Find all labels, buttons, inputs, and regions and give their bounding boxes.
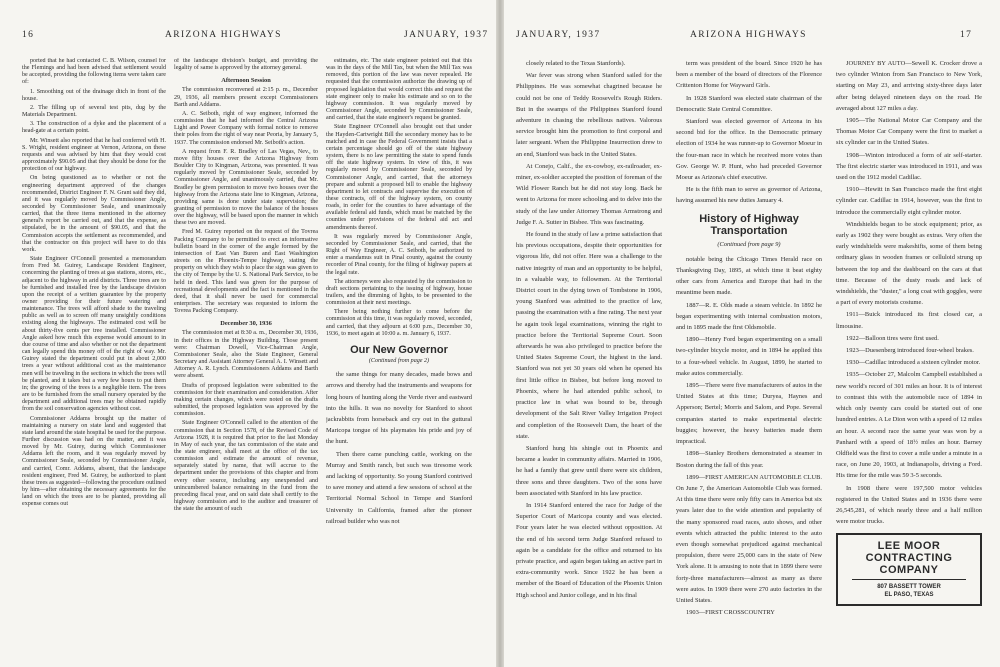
right-page <box>504 0 1000 667</box>
continued-note: (Continued from page 9) <box>717 240 781 248</box>
paragraph: ported that he had contacted C. B. Wilson, counsel for the Flemings and had been advised that settlement would be accepted, providing the following items were taken care of: <box>22 58 166 86</box>
paragraph: 1911—Buick introduced its first closed car, a limousine. <box>836 311 982 330</box>
paragraph: War fever was strong when Stanford sailed for the Philippines. He was somewhat chagrined because he could not be one of Teddy Roosevelt's Rough Riders. But in the swamps of the Philippines Stanford found adventure in chasing the rebellious natives. Valorous service brought him the promotion to first corporal and later sergeant. When the Philippine Insurrection drew to an end, Stanford was back in the United States. <box>516 72 662 158</box>
left-column-3 <box>326 58 472 645</box>
ad-address: 807 BASSETT TOWER <box>877 584 941 591</box>
paragraph: Windshields began to be stock equipment; prior, as early as 1902 they were bought as extras. Very often the early windshields were makeshifts, some of them being ordinary glass in wooden frames or celluloid strung up between the top and the dashboard on the cars at that time. Because of the dusty roads and lack of windshields, the "duster," a long coat with goggles, were a part of every motorists costume. <box>836 220 982 307</box>
running-title: ARIZONA HIGHWAYS <box>165 30 282 40</box>
issue-date: JANUARY, 1937 <box>516 30 601 40</box>
paragraph: term was president of the board. Since 1920 he has been a member of the board of directors of the Florence Crittenton Home for Wayward Girls. <box>676 60 822 90</box>
paragraph: In 1908 there were 197,500 motor vehicles registered in the United States and in 1936 there were 26,545,281, of which nearly three and a half million were motor trucks. <box>836 484 982 526</box>
paragraph: JOURNEY BY AUTO—Sewell K. Crocker drove a two cylinder Winton from San Francisco to New York, starting on May 23, and arriving sixty-three days later after being delayed nineteen days on the road. He averaged about 127 miles a day. <box>836 60 982 112</box>
paragraph: In 1914 Stanford entered the race for Judge of the Superior Court of Maricopa county and was elected. Four years later he was elected without opposition. At the end of his second term Judge Stanford refused to again be a candidate for the office and returned to his private practice, and again began taking an active part in extra-community work. Since 1922 he has been a member of the Board of Education of the Phoenix Union High school and Junior college, and in his final <box>516 501 662 599</box>
ad-divider <box>852 579 966 580</box>
paragraph: State Engineer O'Connell also brought out that under the Hayden-Cartwright Bill the secondary money has to be matched and in case the Federal Government insists that a certain percentage should go off of the state highway system, there is no law permitting the state to spend funds off the state highway system. In view of this, it was regularly moved by Commissioner Seale, seconded by Commissioner Angle, and carried, that the attorneys prepare and submit a proposed bill to enable the highway department to let contracts and supervise the execution of these contracts, off of the highway system, on county roads, in order for the counties to have advantage of the available federal aid funds, which must be matched by the counties under provisions of the federal aid act and amendments thereof. <box>326 124 472 231</box>
page-number: 16 <box>22 30 35 40</box>
left-column-1 <box>22 58 166 645</box>
paragraph: He found in the study of law a prime satisfaction that his previous occupations, despite their opportunities for vigorous life, did not offer. Here was a challenge to the native integrity of man and an opportunity to be helpful, in a valuable way, to followmen. At the Territorial District court in the dying town of Tombstone in 1906, young Stanford was admitted to the practice of law, passing the examination with a fine rating. The next year he again took legal examinations, winning the right to practice before the Territorial Supreme Court. Soon afterwards he was also privileged to practice before the United States Supreme Court, the highest in the land. Stanford was not yet 30 years old when he opened his first little office in Bisbee, but before long moved to Phoenix, where he had attended public school, to practice law in what was bound to be, through development of the Salt River Valley Irrigation Project and completion of the Roosevelt Dam, the heart of the state. <box>516 231 662 440</box>
page-number: 17 <box>960 30 973 40</box>
ad-company-name: COMPANY <box>879 564 939 577</box>
paragraph: 1887—R. E. Olds made a steam vehicle. In 1892 he began experimenting with internal combustion motors, and in 1895 made the first Oldsmobile. <box>676 301 822 332</box>
right-page-header <box>504 30 1000 44</box>
paragraph: notable being the Chicago Times Herald race on Thanksgiving Day, 1895, at which time it beat eighty other cars from America and Europe that had in the meantime been made. <box>676 255 822 297</box>
book-gutter <box>496 0 504 667</box>
continued-note: (Continued from page 2) <box>368 357 430 364</box>
paragraph: closely related to the Texas Stanfords). <box>526 60 626 67</box>
paragraph: The attorneys were also requested by the commission to draft sections pertaining to the issuing of highway, house trailers, and the dimming of lights, to be presented to the commission at their next meetings. <box>326 278 472 307</box>
ad-company-name: LEE MOOR <box>877 540 941 553</box>
paragraph: A request from F. R. Bradley of Las Vegas, Nev., to move fifty houses over the Arizona Highway from Boulder City to Kingman, Arizona, was presented. It was regularly moved by Commissioner Seale, seconded by Commissioner Angle, and unanimously carried, that Mr. Bradley be given permission to move two houses over the highway from the Arizona state line to Kingman, Arizona, providing same is done under state supervision; the granting of permission to move the balance of the houses over the highway, will be based upon the manner in which these two are moved. <box>174 148 318 227</box>
paragraph: estimates, etc. The state engineer pointed out that this was in the days of the Mill Tax, but when the Mill Tax was removed, this portion of the law was never repealed. He requested that the commission authorize the drawing up of proposed legislation that would correct this and request the state engineer only to make his estimate and so on to the highway commission. It was regularly moved by Commissioner Angle, seconded by Commissioner Seale, and carried, that the state engineer's request be granted. <box>326 58 472 122</box>
paragraph: 1935—October 27, Malcolm Campbell established a new world's record of 301 miles an hour. It is of interest to contrast this with the automobile race of 1894 in which only twenty cars could be started out of one hundred entries. A Le Dion won with a speed of 12 miles an hour. A second race the same year was won by a Panhard with a speed of 18½ miles an hour. Barney Oldfield was the first to cover a mile under a minute in a race, on June 20, 1903, at Indianapolis, driving a Ford. His time for the mile was 59 3-5 seconds. <box>836 371 982 480</box>
paragraph: 1923—Duesenberg introduced four-wheel brakes. <box>846 347 974 355</box>
paragraph: On being questioned as to whether or not the engineering department approved of the changes recommended, District Engineer F. N. Grant said they did, and it was regularly moved by Commissioner Angle, seconded by Commissioner Seale, and unanimously carried, that the three items mentioned in the attorney general's report be carried out, and that the expense, as stipulated, be in the amount of $90.05, and that the Commission accepts the settlement as recommended, and that the contractor on this project will have to do this work. <box>22 175 166 253</box>
paragraph: State Engineer O'Connell called to the attention of the commission that in Section 1578, of the Revised Code of Arizona 1928, it is required that prior to the last Monday in May of each year, the tax commission of the state and the state engineer, shall meet at the office of the tax commission and estimate the amount of revenue, separately stated by name, that will accrue to the department under the provisions of this chapter and from every other source, including any unexpended and unincumbered balance remaining in the fund from the preceding fiscal year, and on said date shall certify to the highway commission and to the auditor and treasurer of the state the amount of such <box>174 420 318 513</box>
paragraph: the same things for many decades, made bows and arrows and thereby had the instruments and weapons for long hours of hunting along the Verde river and eastward into the hills. It was no novelty for Stanford to shoot jackrabbits from horseback and cry out in the guttural Maricopa tongue of his playmates his pride and joy of the hunt. <box>326 371 472 446</box>
paragraph: Commissioner Addams brought up the matter of maintaining a nursery on state land and suggested that state land around the state hospital be used for the purpose. Further discussion was had on the matter, and it was moved by Mr. Guirey, during which Commissioner Addams left the room, and it was regularly moved by Commissioner Seale, seconded by Commissioner Angle, and carried, Comr. Addams, absent, that the landscape resident engineer, Fred M. Guirey, be authorized to plant these trees as suggested—following the procedure outlined by him—after obtaining the necessary agreements for the land on which the trees are to be planted, providing all expense comes out <box>22 415 166 508</box>
ad-company-name: CONTRACTING <box>865 552 953 565</box>
paragraph: He is the fifth man to serve as governor of Arizona, having assumed his new duties January 4. <box>676 186 822 205</box>
paragraph: 2. The filling up of several test pits, dug by the Materials Department. <box>22 104 166 119</box>
paragraph: It was regularly moved by Commissioner Angle, seconded by Commissioner Seale, and carried, that the Right of Way Engineer, A. C. Seiboth, be authorized to enter a mandamus suit in Pinal county, against the county recorder of Pinal county, for the filing of highway papers at the legal rate. <box>326 233 472 276</box>
section-heading: December 30, 1936 <box>220 320 272 328</box>
paragraph: 1895—There were five manufacturers of autos in the United States at this time; Duryea, Haynes and Apperson; Bertel; Morris and Salom, and Pope. Several companies started to make experimental electric buggies; however, the heavy batteries made them impractical. <box>676 382 822 446</box>
paragraph: Mr. Winsett also reported that he had conferred with H. S. Wright, resident engineer at Vernon, Arizona, on these requests and was advised by him that they would cost approximately $90.05 and that they should be done for the protection of our highway. <box>22 137 166 173</box>
section-heading: Afternoon Session <box>221 77 271 85</box>
paragraph: 1890—Henry Ford began experimenting on a small two-cylinder bicycle motor, and in 1894 he applied this to a four-wheel vehicle. In August, 1899, he started to make autos commercially. <box>676 336 822 377</box>
paragraph: State Engineer O'Connell presented a memorandum from Fred M. Guirey, Landscape Resident Engineer, concerning the planting of trees at gas stations, stores, etc., adjacent to the highway in arid districts. Three trees are to be furnished and installed free by the landscape division upon the receipt of a written guarantee by the property owner providing for their future watering and maintenance. The trees will afford shade to the traveling public as well as to screen off many unsightly conditions existing along the highways. The estimated cost will be about thirty-five cents per tree installed. Commissioner Angle asked how much this expense would amount to in due course of time and also whether or not the department can legally spend this money off of the right of way. Mr. Guirey stated the department could put in about 2,000 trees a year without additional cost as the maintenance men will be traveling in the sections in which the trees will be planted, and it takes but a very few hours to put them in; the growing of the trees is a negligible item. The trees are to be furnished from the small nursery operated by the department and additional trees may be obtained rapidly from the soil conservation agencies without cost. <box>22 256 166 413</box>
paragraph: of the landscape division's budget, and providing the legality of same is approved by the attorney general. <box>174 58 318 72</box>
right-column-1 <box>516 58 662 645</box>
right-column-3 <box>836 58 982 645</box>
paragraph: Then there came punching cattle, working on the Murray and Smith ranch, but such was tiresome work and lacking of opportunity. So young Stanford contrived to save money and attend a few sessions of school at the Territorial Normal School in Tempe and Stanford University in California, framed after the pioneer railroad builder who was not <box>326 450 472 525</box>
paragraph: Drafts of proposed legislation were submitted to the commission for their examination and consideration. After making certain changes, which were noted on the drafts submitted, the proposed legislation was approved by the commission. <box>174 382 318 418</box>
paragraph: There being nothing further to come before the commission at this time, it was regularly moved, seconded, and carried, that they adjourn at 6:00 p.m., December 30, 1936, to meet again at 10:00 a. m. January 6, 1937. <box>326 309 472 337</box>
paragraph: 1905—The National Motor Car Company and the Thomas Motor Car Company were the first to market a six cylinder car in the United States. <box>836 117 982 147</box>
paragraph: 1930—Cadillac introduced a sixteen cylinder motor. <box>846 359 981 367</box>
paragraph: 1. Smoothing out of the drainage ditch in front of the house. <box>22 88 166 102</box>
advertisement-box <box>836 533 982 606</box>
left-page <box>0 0 496 667</box>
paragraph: 1908—Winton introduced a form of air self-starter. The first electric starter was introduced in 1911, and was used on the 1912 model Cadillac. <box>836 151 982 182</box>
article-heading: History of Highway Transportation <box>699 212 799 237</box>
paragraph: Stanford hung his shingle out in Phoenix and became a leader in community affairs. Married in 1906, he had a family that grew until there were six children, three sons and three daughters. Two of the sons have been associated with Stanford in his law practice. <box>516 444 662 497</box>
ad-city: EL PASO, TEXAS <box>884 592 934 599</box>
paragraph: 1910—Hewitt in San Francisco made the first eight cylinder car. Cadillac in 1914, however, was the first to introduce the commercially eight cylinder motor. <box>836 186 982 216</box>
right-column-2 <box>676 58 822 645</box>
paragraph: Fred M. Guirey reported on the request of the Tovrea Packing Company to be permitted to erect an informative bulletin board in the corner of the angle formed by the intersection of East Van Buren and East Washington streets on the Phoenix-Tempe highway, stating the property on which they wish to place the sign was given to the city of Tempe by the U. S. National Park Service, to be held in deed. This land was given for the purpose of recreational developments and the fact is mentioned in the deed, that it shall never be used for commercial enterprises. The secretary was requested to inform the Tovrea Packing Company. <box>174 229 318 315</box>
paragraph: At Conejo, Calif., the ex-cowboy, ex-railroader, ex-miner, ex-soldier accepted the position of foreman of the Wild Flower Ranch but he did not stay long. Back he went to Arizona for more schooling and to delve into the study of the law under Attorney Thomas Armstrong and Judge F. A. Sutter in Bisbee. This was fascinating. <box>516 162 662 226</box>
paragraph: A. C. Seiboth, right of way engineer, informed the commission that he had informed the Central Arizona Light and Power Company with formal notice to remove their poles from the right of way near Peoria, by January 5, 1937. The commission endorsed Mr. Seiboth's action. <box>174 110 318 146</box>
paragraph: 1903—FIRST CROSSCOUNTRY <box>686 609 775 617</box>
issue-date: JANUARY, 1937 <box>404 30 489 40</box>
running-title: ARIZONA HIGHWAYS <box>690 30 807 40</box>
left-column-2 <box>174 58 318 645</box>
paragraph: Stanford was elected governor of Arizona in his second bid for the office. In the Democratic primary election of 1934 he was runner-up to Governor Moeur in the four-man race in which he received more votes than Gov. George W. P. Hunt, who had preceded Governor Moeur as Arizona's chief executive. <box>676 118 822 182</box>
paragraph: In 1928 Stanford was elected state chairman of the Democratic State Central Committee. <box>676 94 822 113</box>
left-page-header <box>0 30 496 44</box>
article-heading: Our New Governor <box>350 343 448 356</box>
paragraph: 1899—FIRST AMERICAN AUTOMOBILE CLUB. On June 7, the American Automobile Club was formed. At this time there were only fifty cars in America but six years later due to the wide attention and popularity of the many sponsored road races, auto shows, and other events which attracted the public interest to the auto even though somewhat prejudiced against mechanical propulsion, there were 25,000 cars in the state of New York alone. It is amusing to note that in 1899 there were forty-three manufacturers—almost as many as there were autos. In 1909 there were 270 auto factories in the United States. <box>676 473 822 604</box>
paragraph: The commission reconvened at 2:15 p. m., December 29, 1936, all members present except Commissioners Barth and Addams. <box>174 87 318 108</box>
paragraph: The commission met at 8:30 a. m., December 30, 1936, in their offices in the Highway Building. Those present were: Chairman Dowell, Vice-Chairman Angle, Commissioner Seale, also the State Engineer, General Secretary and Assistant Attorney General A. I. Winsett and Attorney A. R. Lynch. Commissioners Addams and Barth were absent. <box>174 330 318 380</box>
paragraph: 1898—Stanley Brothers demonstrated a steamer in Boston during the fall of this year. <box>676 450 822 469</box>
paragraph: 3. The construction of a dyke and the placement of a head-gate at a certain point. <box>22 121 166 135</box>
paragraph: 1922—Balloon tires were first used. <box>846 334 939 342</box>
